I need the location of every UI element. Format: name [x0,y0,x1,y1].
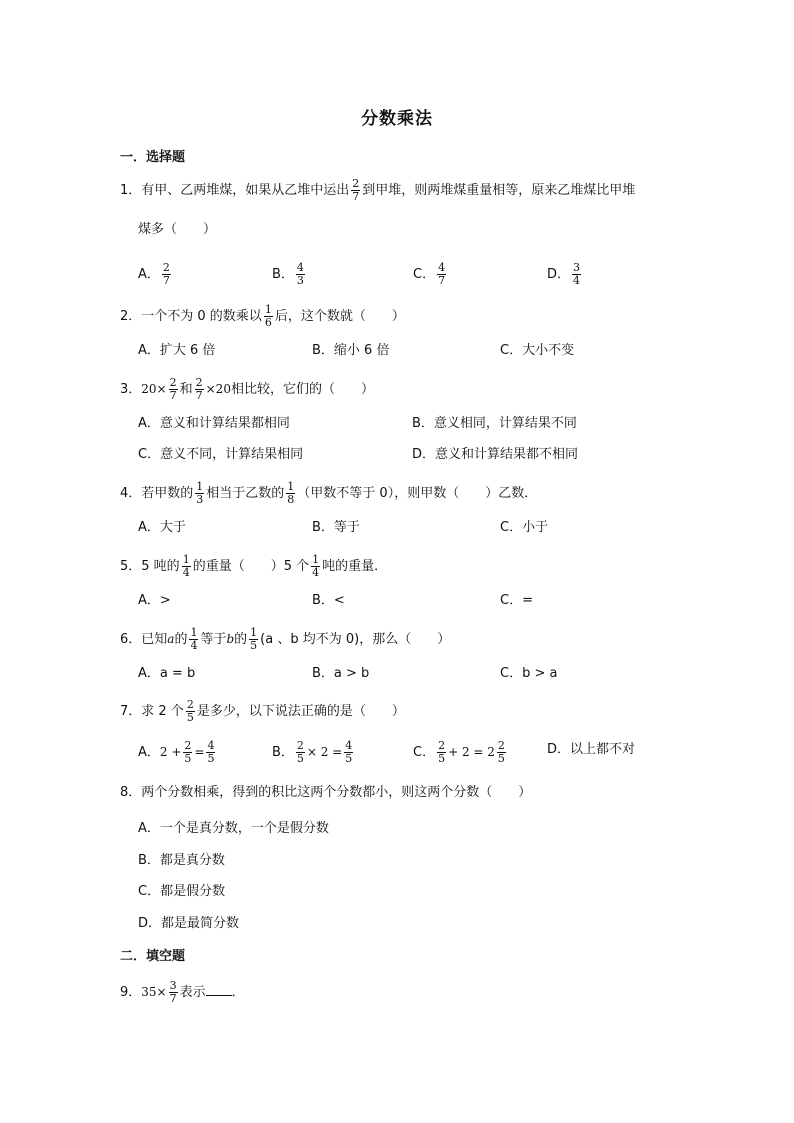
option-d[interactable]: D．意义和计算结果都不相同 [412,447,579,462]
answer-blank[interactable] [206,983,232,996]
option-b[interactable]: B． $\frac{2}{5}$ × 2 = $\frac{4}{5}$ [272,739,353,765]
option-c[interactable]: C． $\frac{4}{7}$ [413,261,446,287]
option-c[interactable]: C．小于 [500,520,549,535]
option-a[interactable]: A．2 + $\frac{2}{5}$ = $\frac{4}{5}$ [138,739,215,765]
option-c[interactable]: C．b > a [500,666,558,681]
section-heading-choice: 一．选择题 [120,150,186,165]
question-8: 8．两个分数相乘，得到的积比这两个分数都小，则这两个分数（ ） [120,785,532,800]
question-1-line2: 煤多（ ） [138,222,217,237]
question-4: 4．若甲数的 $\frac{1}{3}$ 相当于乙数的 $\frac{1}{8}$ （甲数不等于 0），则甲数（ ）乙数． [120,480,538,506]
question-text: 到甲堆，则两堆煤重量相等，原来乙堆煤比甲堆 [362,183,636,198]
page-title: 分数乘法 [361,109,433,129]
question-3: 3．20× $\frac{2}{7}$ 和 $\frac{2}{7}$ ×20相比较，它们的（ ） [120,376,374,402]
option-a[interactable]: A．意义和计算结果都相同 [138,416,290,431]
fraction: $\frac{2}{7}$ [352,177,360,203]
option-c[interactable]: C． $\frac{2}{5}$ + 2 = 2 $\frac{2}{5}$ [413,739,505,765]
option-a[interactable]: A．扩大 6 倍 [138,343,216,358]
option-c[interactable]: C．= [500,593,533,608]
option-b[interactable]: B．等于 [312,520,360,535]
option-b[interactable]: B．缩小 6 倍 [312,343,390,358]
option-a[interactable]: A． $\frac{2}{7}$ [138,261,170,287]
option-b[interactable]: B．< [312,593,345,608]
question-6: 6．已知a的 $\frac{1}{4}$ 等于b的 $\frac{1}{5}$ (a 、b 均不为 0)，那么（ ） [120,626,451,652]
option-a[interactable]: A．a = b [138,666,196,681]
option-a[interactable]: A．大于 [138,520,186,535]
option-c[interactable]: C．大小不变 [500,343,575,358]
option-b[interactable]: B．都是真分数 [138,853,225,868]
option-a[interactable]: A．一个是真分数，一个是假分数 [138,821,329,836]
fraction: $\frac{1}{6}$ [264,303,272,329]
option-d[interactable]: D．都是最简分数 [138,916,240,931]
option-b[interactable]: B． $\frac{4}{3}$ [272,261,304,287]
question-9: 9．35× $\frac{3}{7}$ 表示 ． [120,979,245,1005]
option-d[interactable]: D．以上都不对 [547,742,636,757]
question-2: 2．一个不为 0 的数乘以 $\frac{1}{6}$ 后，这个数就（ ） [120,303,405,329]
question-5: 5．5 吨的 $\frac{1}{4}$ 的重量（ ）5 个 $\frac{1}{4}$ 吨的重量． [120,553,388,579]
option-b[interactable]: B．a > b [312,666,370,681]
option-b[interactable]: B．意义相同，计算结果不同 [412,416,577,431]
option-a[interactable]: A．> [138,593,171,608]
option-c[interactable]: C．意义不同，计算结果相同 [138,447,304,462]
option-c[interactable]: C．都是假分数 [138,884,226,899]
question-text: 1．有甲、乙两堆煤，如果从乙堆中运出 [120,183,350,198]
question-7: 7．求 2 个 $\frac{2}{5}$ 是多少，以下说法正确的是（ ） [120,698,405,724]
section-heading-fill: 二．填空题 [120,949,186,964]
option-d[interactable]: D． $\frac{3}{4}$ [547,261,581,287]
question-1 [120,178,635,203]
